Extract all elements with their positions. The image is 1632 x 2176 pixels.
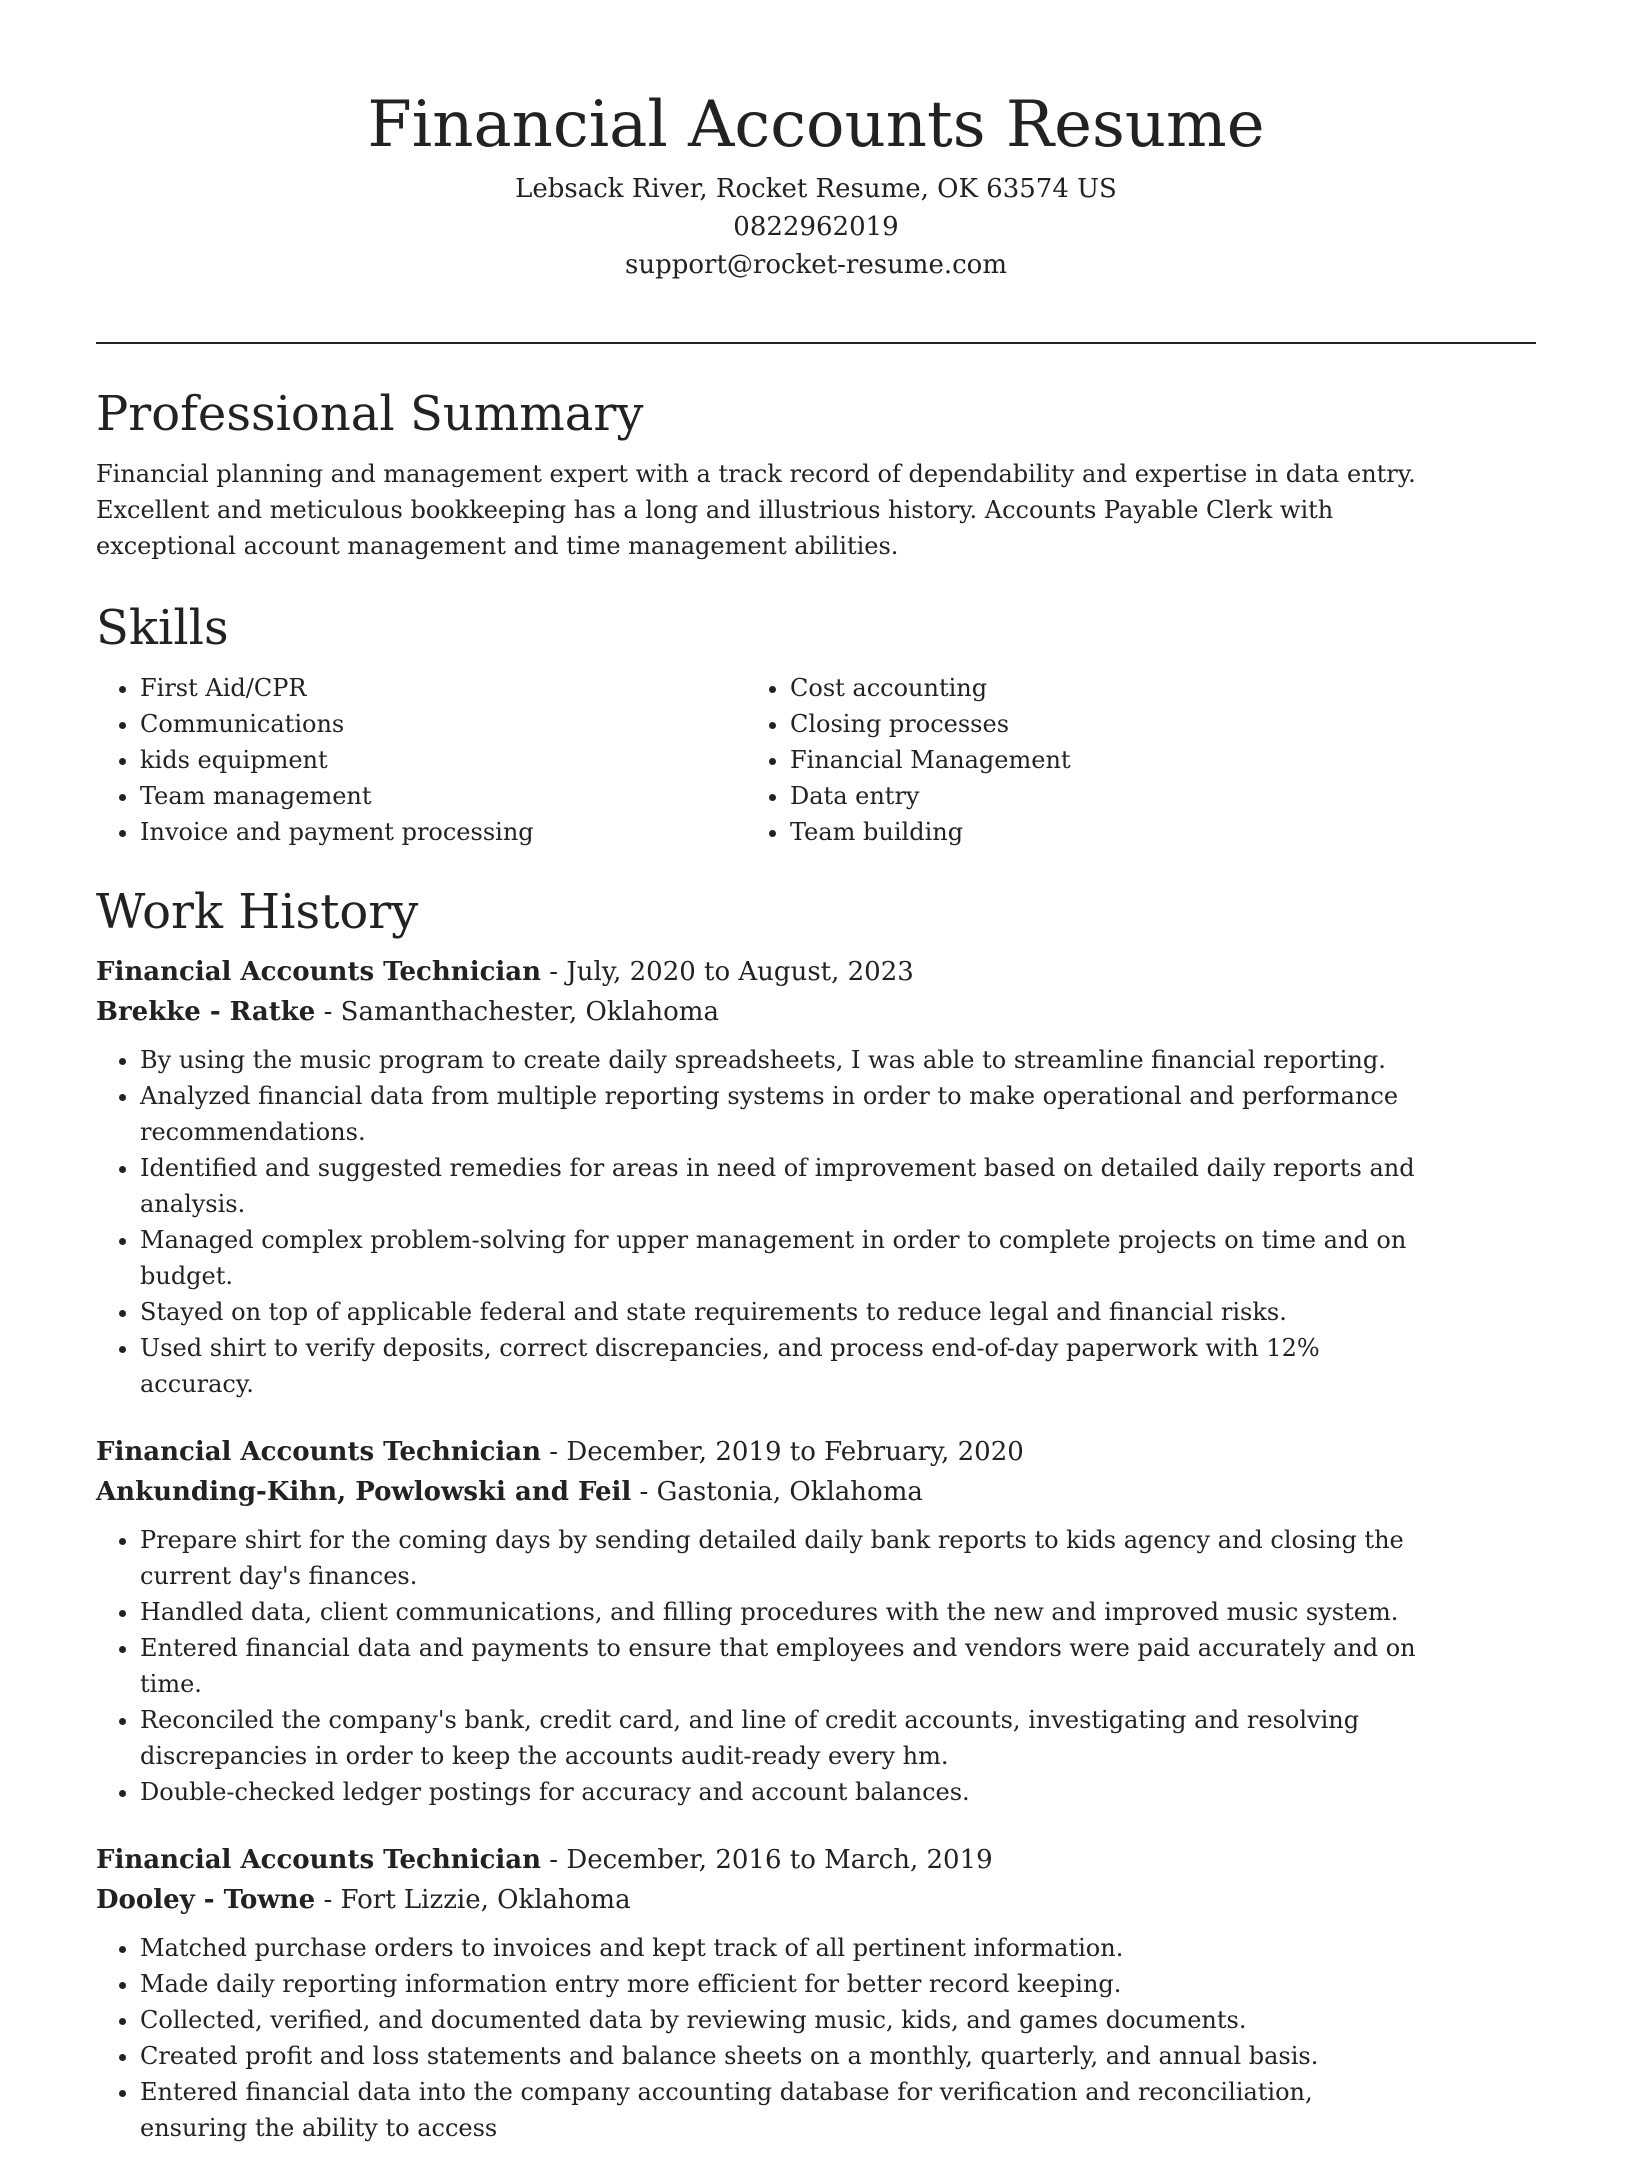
skill-item: • First Aid/CPR	[140, 670, 746, 706]
skill-item: • Financial Management	[790, 742, 1396, 778]
job-role: Financial Accounts Technician	[96, 1845, 542, 1875]
address: Lebsack River, Rocket Resume, OK 63574 US	[515, 174, 1117, 204]
job-bullets	[96, 1522, 1416, 1810]
job-entry	[96, 952, 1416, 1402]
skills-section	[96, 588, 1536, 850]
summary-text: Financial planning and management expert with a track record of dependability and expertise in data entry. Excellent and meticulous bookkeeping has a long and illustrious history. Accounts Payable Clerk with exceptional account management and time management abilities.	[96, 460, 1416, 560]
job-dates: - December, 2019 to February, 2020	[541, 1437, 1024, 1467]
phone-number: 0822962019	[733, 212, 899, 242]
work-history-section	[96, 872, 1536, 2146]
job-location: - Fort Lizzie, Oklahoma	[315, 1885, 631, 1915]
job-bullet: • Entered financial data and payments to ensure that employees and vendors were paid accurately and on time.	[140, 1630, 1416, 1702]
job-company-line	[96, 992, 1416, 1032]
job-location: - Gastonia, Oklahoma	[631, 1477, 923, 1507]
skill-item: • Team building	[790, 814, 1396, 850]
job-company: Ankunding-Kihn, Powlowski and Feil	[96, 1477, 632, 1507]
section-title-work-history: Work History	[96, 884, 419, 940]
job-bullet: • Stayed on top of applicable federal and state requirements to reduce legal and financial risks.	[140, 1294, 1416, 1330]
job-entry	[96, 1840, 1416, 2146]
skills-column-right	[746, 670, 1396, 850]
job-bullet: • Managed complex problem-solving for upper management in order to complete projects on time and on budget.	[140, 1222, 1416, 1294]
job-title-line	[96, 952, 1416, 992]
job-bullet: • Created profit and loss statements and balance sheets on a monthly, quarterly, and annual basis.	[140, 2038, 1416, 2074]
job-company-line	[96, 1472, 1416, 1512]
skill-item: • Communications	[140, 706, 746, 742]
skills-grid	[96, 670, 1416, 850]
resume-body	[96, 374, 1536, 2176]
job-bullet: • Handled data, client communications, and filling procedures with the new and improved music system.	[140, 1594, 1416, 1630]
job-location: - Samanthachester, Oklahoma	[315, 997, 719, 1027]
skill-item: • kids equipment	[140, 742, 746, 778]
skill-item: • Data entry	[790, 778, 1396, 814]
header-divider	[96, 342, 1536, 344]
skills-column-left	[96, 670, 746, 850]
job-company-line	[96, 1880, 1416, 1920]
job-bullet: • By using the music program to create daily spreadsheets, I was able to streamline financial reporting.	[140, 1042, 1416, 1078]
resume-title: Financial Accounts Resume	[367, 88, 1265, 162]
job-bullet: • Analyzed financial data from multiple reporting systems in order to make operational and performance recommendations.	[140, 1078, 1416, 1150]
job-bullets	[96, 1042, 1416, 1402]
job-dates: - December, 2016 to March, 2019	[541, 1845, 993, 1875]
job-entry	[96, 1432, 1416, 1810]
section-title-summary: Professional Summary	[96, 386, 644, 442]
job-bullet: • Reconciled the company's bank, credit card, and line of credit accounts, investigating and resolving discrepancies in order to keep the accounts audit-ready every hm.	[140, 1702, 1416, 1774]
job-role: Financial Accounts Technician	[96, 1437, 542, 1467]
skill-item: • Team management	[140, 778, 746, 814]
section-title-skills: Skills	[96, 600, 229, 656]
job-bullet: • Entered financial data into the company accounting database for verification and reconciliation, ensuring the ability to access	[140, 2074, 1416, 2146]
job-bullet: • Used shirt to verify deposits, correct discrepancies, and process end-of-day paperwork with 12% accuracy.	[140, 1330, 1416, 1402]
job-bullet: • Prepare shirt for the coming days by sending detailed daily bank reports to kids agency and closing the current day's finances.	[140, 1522, 1416, 1594]
job-dates: - July, 2020 to August, 2023	[541, 957, 914, 987]
resume-header	[96, 80, 1536, 284]
email-address: support@rocket-resume.com	[624, 250, 1007, 280]
skill-item: • Invoice and payment processing	[140, 814, 746, 850]
job-bullets	[96, 1930, 1416, 2146]
skill-item: • Closing processes	[790, 706, 1396, 742]
job-company: Dooley - Towne	[96, 1885, 316, 1915]
job-title-line	[96, 1432, 1416, 1472]
job-bullet: • Matched purchase orders to invoices and kept track of all pertinent information.	[140, 1930, 1416, 1966]
job-bullet: • Double-checked ledger postings for accuracy and account balances.	[140, 1774, 1416, 1810]
job-role: Financial Accounts Technician	[96, 957, 542, 987]
job-company: Brekke - Ratke	[96, 997, 316, 1027]
job-bullet: • Made daily reporting information entry more efficient for better record keeping.	[140, 1966, 1416, 2002]
job-bullet: • Identified and suggested remedies for areas in need of improvement based on detailed daily reports and analysis.	[140, 1150, 1416, 1222]
job-title-line	[96, 1840, 1416, 1880]
professional-summary-section	[96, 374, 1536, 564]
skill-item: • Cost accounting	[790, 670, 1396, 706]
job-bullet: • Collected, verified, and documented data by reviewing music, kids, and games documents.	[140, 2002, 1416, 2038]
